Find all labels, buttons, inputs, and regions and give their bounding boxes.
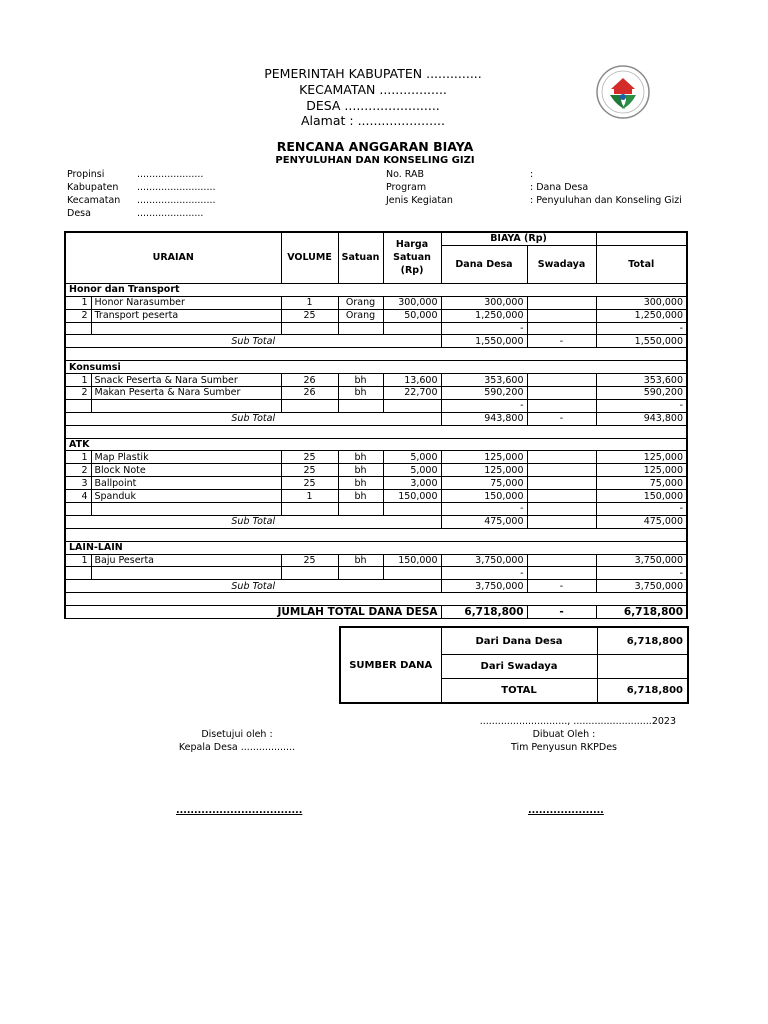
meta-right-values <box>530 168 682 207</box>
item-swadaya <box>527 296 596 309</box>
subtotal-label: Sub Total <box>65 412 441 425</box>
item-description <box>91 399 281 412</box>
kemendes-logo <box>592 64 654 120</box>
section-header-blank <box>338 541 383 554</box>
item-volume: 26 <box>281 387 338 400</box>
item-dana-desa: 150,000 <box>441 490 527 503</box>
item-satuan <box>338 322 383 335</box>
item-total: 300,000 <box>596 296 687 309</box>
item-dana-desa: - <box>441 322 527 335</box>
spacer-cell <box>65 425 687 438</box>
item-satuan: Orang <box>338 296 383 309</box>
item-description: Block Note <box>91 464 281 477</box>
spacer-row <box>65 593 687 606</box>
item-harga-satuan: 150,000 <box>383 490 441 503</box>
section-header-blank <box>441 361 527 374</box>
section-title: LAIN-LAIN <box>65 541 281 554</box>
item-volume: 1 <box>281 490 338 503</box>
item-harga-satuan: 13,600 <box>383 374 441 387</box>
meta-value-no-rab: : <box>530 169 534 180</box>
item-swadaya <box>527 464 596 477</box>
item-satuan: bh <box>338 477 383 490</box>
subtotal-row <box>65 580 687 593</box>
item-description: Ballpoint <box>91 477 281 490</box>
header-biaya: BIAYA (Rp) <box>441 232 596 245</box>
grand-total-dana-desa: 6,718,800 <box>441 606 527 619</box>
item-total: 590,200 <box>596 387 687 400</box>
item-number: 4 <box>65 490 91 503</box>
meta-label-desa: Desa <box>67 208 91 219</box>
item-dana-desa: 125,000 <box>441 464 527 477</box>
table-row <box>65 567 687 580</box>
header-dana-desa: Dana Desa <box>441 245 527 283</box>
table-row <box>65 503 687 516</box>
sumber-dana-desa-value: 6,718,800 <box>597 627 688 655</box>
item-number: 1 <box>65 296 91 309</box>
item-satuan <box>338 567 383 580</box>
item-harga-satuan: 3,000 <box>383 477 441 490</box>
header-uraian: URAIAN <box>65 232 281 283</box>
header-volume: VOLUME <box>281 232 338 283</box>
meta-value-kecamatan: .......................... <box>137 195 216 206</box>
sign-right-name: ..................... <box>528 805 604 816</box>
item-harga-satuan <box>383 399 441 412</box>
item-number <box>65 503 91 516</box>
item-dana-desa: - <box>441 399 527 412</box>
subtotal-swadaya: - <box>527 580 596 593</box>
meta-label-jenis-kegiatan: Jenis Kegiatan <box>386 195 453 206</box>
meta-label-kabupaten: Kabupaten <box>67 182 119 193</box>
section-title: Konsumsi <box>65 361 281 374</box>
item-total: - <box>596 322 687 335</box>
sign-left-role: Kepala Desa .................. <box>178 742 296 753</box>
item-dana-desa: 300,000 <box>441 296 527 309</box>
section-header-row <box>65 361 687 374</box>
sign-right-title: Dibuat Oleh : <box>532 729 596 740</box>
subtotal-label: Sub Total <box>65 335 441 348</box>
item-volume: 25 <box>281 554 338 567</box>
item-number: 2 <box>65 387 91 400</box>
section-header-blank <box>281 541 338 554</box>
section-header-row <box>65 541 687 554</box>
subtotal-total: 475,000 <box>596 515 687 528</box>
table-row <box>65 490 687 503</box>
subtotal-row <box>65 412 687 425</box>
item-dana-desa: 353,600 <box>441 374 527 387</box>
item-total: 125,000 <box>596 451 687 464</box>
document-subtitle: PENYULUHAN DAN KONSELING GIZI <box>275 155 475 166</box>
item-harga-satuan: 5,000 <box>383 464 441 477</box>
header-biaya-blank <box>596 232 687 245</box>
grand-total-label: JUMLAH TOTAL DANA DESA <box>65 606 441 619</box>
header-line-3: DESA ........................ <box>306 98 440 113</box>
item-description <box>91 567 281 580</box>
item-swadaya <box>527 374 596 387</box>
meta-label-propinsi: Propinsi <box>67 169 105 180</box>
subtotal-swadaya: - <box>527 335 596 348</box>
item-number: 1 <box>65 554 91 567</box>
item-number <box>65 567 91 580</box>
item-dana-desa: 125,000 <box>441 451 527 464</box>
item-dana-desa: 3,750,000 <box>441 554 527 567</box>
item-volume: 25 <box>281 464 338 477</box>
section-header-blank <box>527 283 596 296</box>
item-number: 2 <box>65 464 91 477</box>
subtotal-dana-desa: 475,000 <box>441 515 527 528</box>
item-harga-satuan: 150,000 <box>383 554 441 567</box>
section-header-blank <box>441 541 527 554</box>
grand-total-total: 6,718,800 <box>596 606 687 619</box>
section-header-blank <box>441 283 527 296</box>
item-number: 2 <box>65 309 91 322</box>
section-header-row <box>65 438 687 451</box>
item-total: 1,250,000 <box>596 309 687 322</box>
meta-value-jenis-kegiatan: : Penyuluhan dan Konseling Gizi <box>530 195 682 206</box>
item-number <box>65 322 91 335</box>
item-harga-satuan <box>383 322 441 335</box>
item-volume: 25 <box>281 451 338 464</box>
item-swadaya <box>527 490 596 503</box>
item-description: Transport peserta <box>91 309 281 322</box>
section-header-blank <box>527 438 596 451</box>
item-description: Makan Peserta & Nara Sumber <box>91 387 281 400</box>
table-row <box>65 554 687 567</box>
section-header-blank <box>441 438 527 451</box>
sign-right-role: Tim Penyusun RKPDes <box>510 742 617 753</box>
spacer-row <box>65 425 687 438</box>
item-harga-satuan: 300,000 <box>383 296 441 309</box>
item-dana-desa: - <box>441 503 527 516</box>
item-total: 75,000 <box>596 477 687 490</box>
section-header-blank <box>527 541 596 554</box>
meta-label-kecamatan: Kecamatan <box>67 195 121 206</box>
section-header-blank <box>596 283 687 296</box>
item-description: Honor Narasumber <box>91 296 281 309</box>
item-harga-satuan: 50,000 <box>383 309 441 322</box>
subtotal-swadaya <box>527 515 596 528</box>
item-volume <box>281 399 338 412</box>
sumber-swadaya-label: Dari Swadaya <box>441 655 597 679</box>
meta-value-program: : Dana Desa <box>530 182 589 193</box>
table-row <box>65 477 687 490</box>
spacer-cell <box>65 348 687 361</box>
table-row <box>65 464 687 477</box>
subtotal-label: Sub Total <box>65 580 441 593</box>
item-satuan: Orang <box>338 309 383 322</box>
subtotal-dana-desa: 1,550,000 <box>441 335 527 348</box>
date-line: ............................., ..........................2023 <box>479 716 676 727</box>
item-total: - <box>596 503 687 516</box>
item-dana-desa: - <box>441 567 527 580</box>
meta-left-labels <box>67 168 120 220</box>
item-swadaya <box>527 387 596 400</box>
table-row <box>65 374 687 387</box>
item-description <box>91 503 281 516</box>
item-swadaya <box>527 309 596 322</box>
item-total: 3,750,000 <box>596 554 687 567</box>
item-swadaya <box>527 451 596 464</box>
section-title: Honor dan Transport <box>65 283 281 296</box>
section-header-blank <box>281 361 338 374</box>
item-harga-satuan: 5,000 <box>383 451 441 464</box>
table-row <box>65 451 687 464</box>
section-header-blank <box>596 438 687 451</box>
section-header-blank <box>527 361 596 374</box>
item-satuan <box>338 399 383 412</box>
section-header-blank <box>281 283 338 296</box>
sumber-swadaya-value <box>597 655 688 679</box>
item-swadaya <box>527 567 596 580</box>
section-header-blank <box>338 438 383 451</box>
meta-label-no-rab: No. RAB <box>386 169 425 180</box>
item-total: - <box>596 567 687 580</box>
subtotal-row <box>65 335 687 348</box>
budget-table <box>64 231 688 619</box>
subtotal-dana-desa: 3,750,000 <box>441 580 527 593</box>
sumber-dana-label: SUMBER DANA <box>340 627 441 703</box>
item-number <box>65 399 91 412</box>
subtotal-total: 3,750,000 <box>596 580 687 593</box>
header-harga-satuan: Harga Satuan (Rp) <box>383 232 441 283</box>
meta-left-values <box>137 168 216 220</box>
section-header-blank <box>338 283 383 296</box>
grand-total-swadaya: - <box>527 606 596 619</box>
item-harga-satuan <box>383 503 441 516</box>
spacer-row <box>65 348 687 361</box>
item-volume <box>281 567 338 580</box>
item-description <box>91 322 281 335</box>
subtotal-row <box>65 515 687 528</box>
section-title: ATK <box>65 438 281 451</box>
meta-value-desa: ...................... <box>137 208 204 219</box>
subtotal-label: Sub Total <box>65 515 441 528</box>
item-total: 353,600 <box>596 374 687 387</box>
item-volume <box>281 503 338 516</box>
item-number: 3 <box>65 477 91 490</box>
item-swadaya <box>527 503 596 516</box>
table-row <box>65 322 687 335</box>
header-swadaya: Swadaya <box>527 245 596 283</box>
subtotal-swadaya: - <box>527 412 596 425</box>
section-header-blank <box>338 361 383 374</box>
header-line-1: PEMERINTAH KABUPATEN .............. <box>264 66 482 81</box>
header-satuan: Satuan <box>338 232 383 283</box>
item-satuan <box>338 503 383 516</box>
section-header-blank <box>383 283 441 296</box>
section-header-blank <box>383 541 441 554</box>
item-volume: 25 <box>281 477 338 490</box>
subtotal-total: 1,550,000 <box>596 335 687 348</box>
header-line-4: Alamat : ...................... <box>301 113 445 128</box>
table-row <box>65 399 687 412</box>
item-description: Map Plastik <box>91 451 281 464</box>
item-description: Spanduk <box>91 490 281 503</box>
table-row <box>65 387 687 400</box>
subtotal-dana-desa: 943,800 <box>441 412 527 425</box>
item-volume: 25 <box>281 309 338 322</box>
meta-value-propinsi: ...................... <box>137 169 204 180</box>
item-swadaya <box>527 399 596 412</box>
grand-total-row <box>65 606 687 619</box>
document-title: RENCANA ANGGARAN BIAYA <box>276 139 474 154</box>
table-row <box>65 309 687 322</box>
subtotal-total: 943,800 <box>596 412 687 425</box>
item-harga-satuan: 22,700 <box>383 387 441 400</box>
section-header-row <box>65 283 687 296</box>
item-total: 150,000 <box>596 490 687 503</box>
sumber-total-label: TOTAL <box>441 679 597 704</box>
sumber-dana-desa-label: Dari Dana Desa <box>441 627 597 655</box>
item-number: 1 <box>65 451 91 464</box>
meta-label-program: Program <box>386 182 427 193</box>
item-total: - <box>596 399 687 412</box>
item-satuan: bh <box>338 464 383 477</box>
section-header-blank <box>383 438 441 451</box>
header-total: Total <box>596 245 687 283</box>
item-satuan: bh <box>338 387 383 400</box>
sumber-dana-table <box>339 626 689 704</box>
item-satuan: bh <box>338 374 383 387</box>
item-volume <box>281 322 338 335</box>
sumber-total-value: 6,718,800 <box>597 679 688 704</box>
budget-table-body <box>65 283 687 618</box>
item-satuan: bh <box>338 451 383 464</box>
section-header-blank <box>281 438 338 451</box>
item-dana-desa: 75,000 <box>441 477 527 490</box>
item-dana-desa: 1,250,000 <box>441 309 527 322</box>
item-harga-satuan <box>383 567 441 580</box>
item-swadaya <box>527 554 596 567</box>
spacer-cell <box>65 528 687 541</box>
section-header-blank <box>596 361 687 374</box>
meta-right-labels <box>386 168 453 207</box>
section-header-blank <box>383 361 441 374</box>
meta-value-kabupaten: .......................... <box>137 182 216 193</box>
spacer-cell <box>65 593 687 606</box>
item-description: Snack Peserta & Nara Sumber <box>91 374 281 387</box>
item-swadaya <box>527 322 596 335</box>
item-volume: 26 <box>281 374 338 387</box>
table-row <box>65 296 687 309</box>
item-satuan: bh <box>338 490 383 503</box>
section-header-blank <box>596 541 687 554</box>
sign-left-title: Disetujui oleh : <box>201 729 273 740</box>
spacer-row <box>65 528 687 541</box>
item-dana-desa: 590,200 <box>441 387 527 400</box>
item-description: Baju Peserta <box>91 554 281 567</box>
item-satuan: bh <box>338 554 383 567</box>
item-swadaya <box>527 477 596 490</box>
header-line-2: KECAMATAN ................. <box>299 82 447 97</box>
sign-left-name: ................................... <box>176 805 303 816</box>
item-number: 1 <box>65 374 91 387</box>
item-volume: 1 <box>281 296 338 309</box>
item-total: 125,000 <box>596 464 687 477</box>
